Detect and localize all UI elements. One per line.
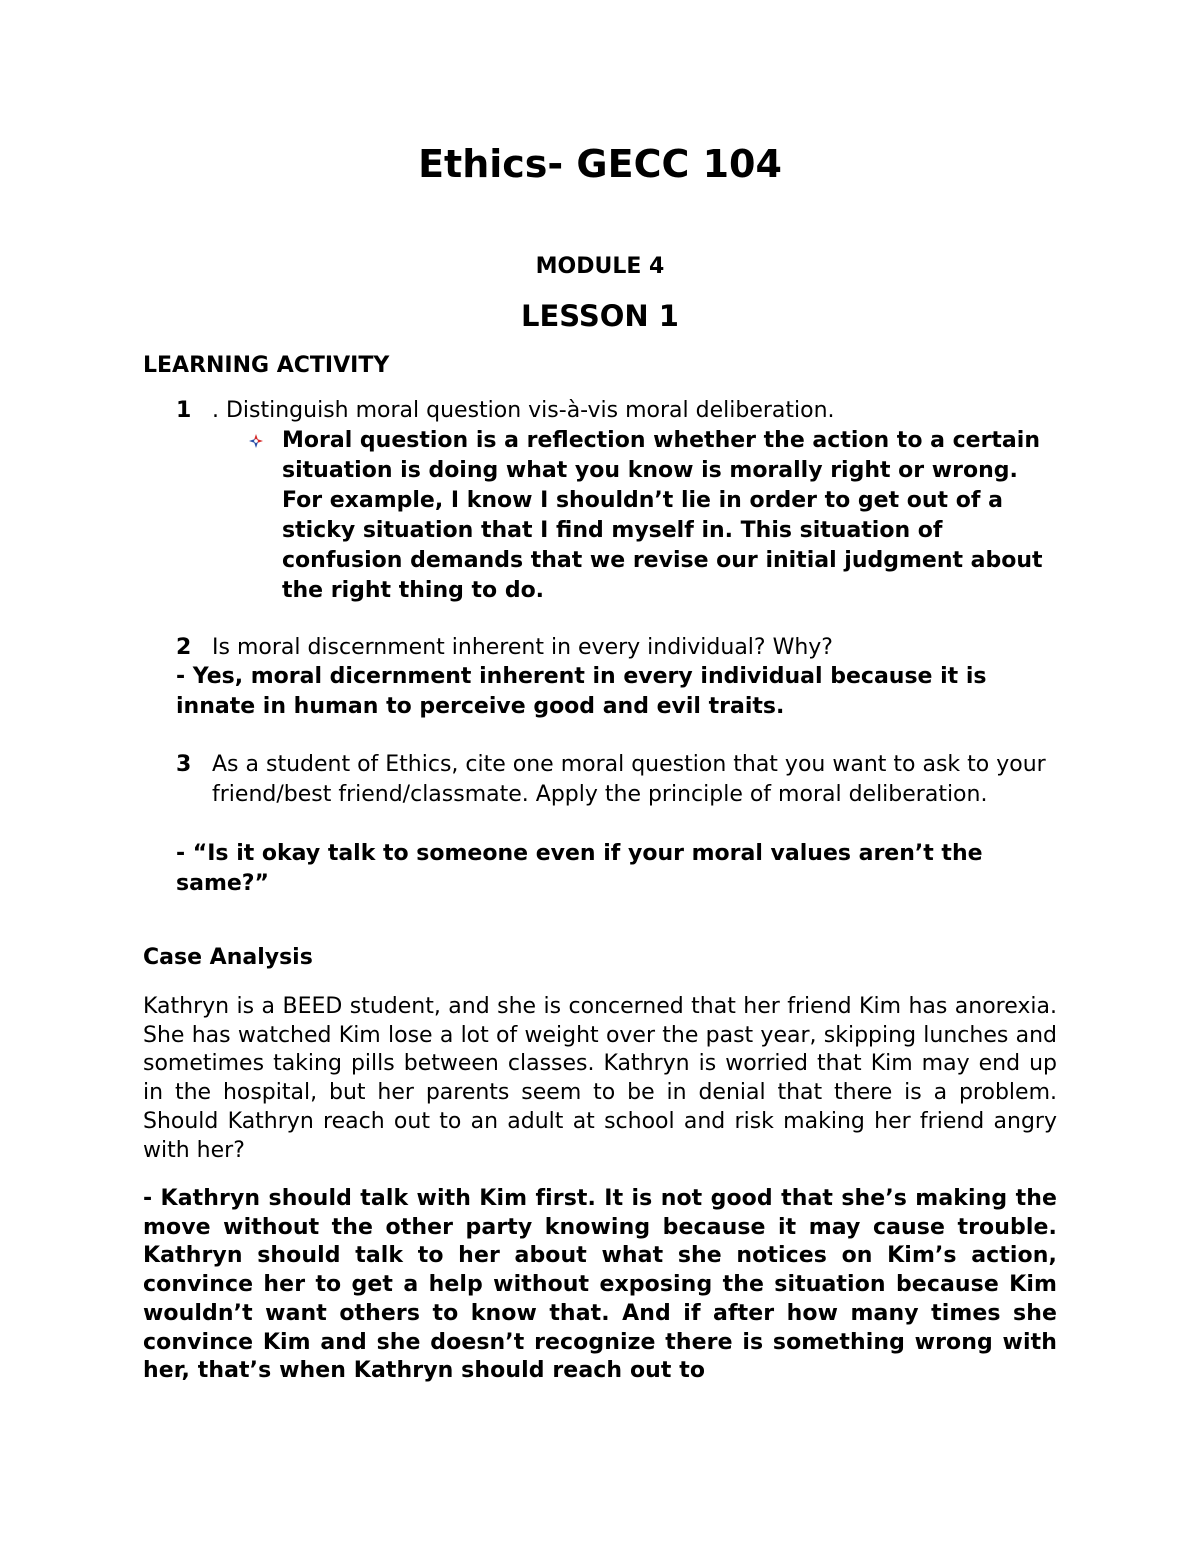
arrow-bullet-icon <box>248 433 264 449</box>
learning-activity-heading: LEARNING ACTIVITY <box>143 353 390 378</box>
document-title: Ethics- GECC 104 <box>418 142 782 186</box>
question-2-text: Is moral discernment inherent in every individual? Why? <box>212 635 833 660</box>
lesson-heading: LESSON 1 <box>521 299 679 333</box>
case-analysis-body: Kathryn is a BEED student, and she is concerned that her friend Kim has anorexia. She has watched Kim lose a lot of weight over the past year, skipping lunches and sometimes taking pills between classes. Kathryn is worried that Kim may end up in the hospital, but her parents seem to be in denial that there is a problem. Should Kathryn reach out to an adult at school and risk making her friend angry with her? <box>143 994 1057 1163</box>
question-1-answer: Moral question is a reflection whether the action to a certain situation is doing what you know is morally right or wrong. For example, I know I shouldn’t lie in order to get out of a sticky situation that I find myself in. This situation of confusion demands that we revise our initial judgment about the right thing to do. <box>282 428 1043 603</box>
question-2-number: 2 <box>176 635 192 660</box>
question-3-number: 3 <box>176 752 192 777</box>
question-2-answer: - Yes, moral dicernment inherent in every individual because it is innate in human to perceive good and evil traits. <box>176 664 987 719</box>
case-analysis-answer: - Kathryn should talk with Kim first. It is not good that she’s making the move without the other party knowing because it may cause trouble. Kathryn should talk to her about what she notices on Kim’s action, convince her to get a help without exposing the situation because Kim wouldn’t want others to know that. And if after how many times she convince Kim and she doesn’t recognize there is something wrong with her, that’s when Kathryn should reach out to <box>143 1186 1057 1384</box>
question-3-answer: - “Is it okay talk to someone even if your moral values aren’t the same?” <box>176 841 983 896</box>
question-1-text: . Distinguish moral question vis-à-vis moral deliberation. <box>212 398 835 423</box>
question-1-number: 1 <box>176 398 192 423</box>
module-heading: MODULE 4 <box>535 254 665 279</box>
case-analysis-heading: Case Analysis <box>143 945 313 970</box>
question-3-text: As a student of Ethics, cite one moral question that you want to ask to your friend/best friend/classmate. Apply the principle of moral deliberation. <box>212 752 1046 807</box>
